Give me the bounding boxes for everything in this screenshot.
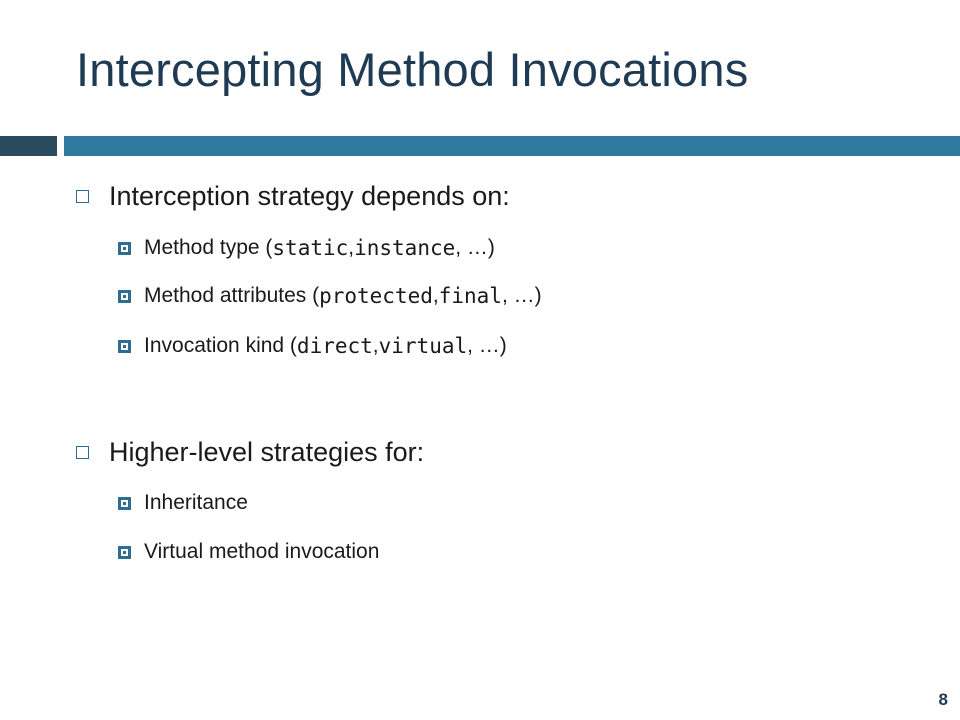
item-separator: , xyxy=(432,284,439,307)
list-item-method-type xyxy=(118,236,495,260)
code-virtual: virtual xyxy=(378,334,468,358)
square-bullet-icon xyxy=(118,242,131,255)
code-static: static xyxy=(272,236,349,260)
square-bullet-icon xyxy=(118,497,131,510)
list-item-virtual-method-invocation xyxy=(118,540,379,564)
slide-title: Intercepting Method Invocations xyxy=(76,43,749,96)
item-separator: , xyxy=(348,236,355,259)
item-prefix: Method type ( xyxy=(144,236,273,259)
page-number: 8 xyxy=(938,690,948,709)
code-final: final xyxy=(438,284,502,308)
hollow-square-icon xyxy=(76,190,89,203)
title-accent-bar-dark xyxy=(0,136,57,156)
item-separator: , xyxy=(372,334,379,357)
hollow-square-icon xyxy=(76,446,89,459)
square-bullet-icon xyxy=(118,290,131,303)
item-text: Virtual method invocation xyxy=(144,540,380,563)
item-prefix: Invocation kind ( xyxy=(144,334,297,357)
square-bullet-icon xyxy=(118,546,131,559)
section-heading-higher-level-strategies xyxy=(76,437,424,468)
section-heading-interception-strategy xyxy=(76,181,510,212)
item-text: Inheritance xyxy=(144,491,248,514)
list-item-method-attributes xyxy=(118,284,542,308)
code-instance: instance xyxy=(354,236,456,260)
item-prefix: Method attributes ( xyxy=(144,284,320,307)
section-heading-text: Higher-level strategies for: xyxy=(109,437,425,467)
section-heading-text: Interception strategy depends on: xyxy=(109,181,510,211)
item-suffix: , …) xyxy=(455,236,495,259)
list-item-inheritance xyxy=(118,491,248,515)
title-accent-bar xyxy=(64,136,960,156)
item-suffix: , …) xyxy=(501,284,542,307)
square-bullet-icon xyxy=(118,340,131,353)
list-item-invocation-kind xyxy=(118,334,507,358)
code-protected: protected xyxy=(319,284,433,308)
item-suffix: , …) xyxy=(467,334,507,357)
code-direct: direct xyxy=(296,334,373,358)
